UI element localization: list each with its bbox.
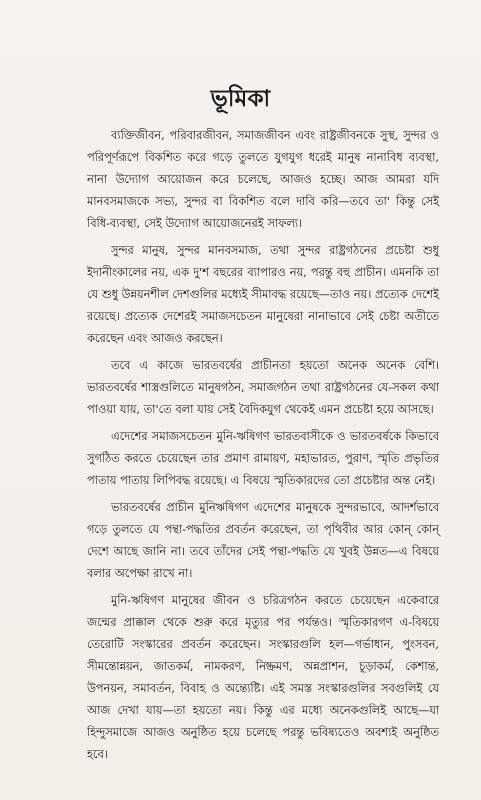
paragraph-6: মুনি-ঋষিগণ মানুষের জীবন ও চরিত্রগঠন করতে চেয়েছেন একেবারে জন্মের প্রাক্কাল থেকে শুরু করে মৃত্যুর পর পর্যন্তও। স্মৃতিকারগণ এ-বিষয়ে তেরোটি সংস্কারের প্রবর্তন করেছেন। সংস্কারগুলি হল—গর্ভাধান, পুংসবন, সীমন্তোন্নয়ন, জাতকর্ম, নামকরণ, নিষ্ক্রমণ, অন্নপ্রাশন, চূড়াকর্ম, কেশান্ত, উপনয়ন, সমাবর্তন, বিবাহ ও অন্ত্যেষ্টি। এই সমস্ত সংস্কারগুলির সবগুলিই যে আজ দেখা যায়—তা হয়তো নয়। কিন্তু এর মধ্যে অনেকগুলিই আছে—যা হিন্দুসমাজে আজও অনুষ্ঠিত হয়ে চলেছে পরন্তু ভবিষ্যতেও অবশ্যই অনুষ্ঠিত হবে। — [87, 594, 439, 761]
text-body — [87, 125, 439, 771]
page-title: ভূমিকা — [210, 85, 271, 112]
paragraph-1: ব্যক্তিজীবন, পরিবারজীবন, সমাজজীবন এবং রাষ্ট্রজীবনকে সুস্থ, সুন্দর ও পরিপূর্ণরূপে বিকশিত করে গড়ে তুলতে যুগযুগ ধরেই মানুষ নানাবিধ ব্যবস্থা, নানা উদ্যোগ আয়োজন করে চলেছে, আজও হচ্ছে। আজ আমরা যদি মানবসমাজকে সভ্য, সুন্দর বা বিকশিত বলে দাবি করি—তবে তা' কিন্তু সেই বিধি-ব্যবস্থা, সেই উদ্যোগ আয়োজনেরই সাফল্য। — [87, 129, 439, 230]
paragraph-5: ভারতবর্ষের প্রাচীন মুনিঋষিগণ এদেশের মানুষকে সুন্দরভাবে, আদর্শভাবে গড়ে তুলতে যে পন্থা-পদ্ধতির প্রবর্তন করেছেন, তা পৃথিবীর আর কোন্ কোন্ দেশে আছে জানি না। তবে তাঁদের সেই পন্থা-পদ্ধতি যে খুবই উন্নত—এ বিষয়ে বলার অপেক্ষা রাখে না। — [87, 501, 439, 580]
paragraph-4: এদেশের সমাজসচেতন মুনি-ঋষিগণ ভারতবাসীকে ও ভারতবর্ষকে কিভাবে সুগঠিত করতে চেয়েছেন তার প্রমাণ রামায়ণ, মহাভারত, পুরাণ, স্মৃতি প্রভৃতির পাতায় পাতায় লিপিবদ্ধ রয়েছে। এ বিষয়ে স্মৃতিকারদের তো প্রচেষ্টার অন্ত নেই। — [87, 430, 439, 487]
paragraph-2: সুন্দর মানুষ, সুন্দর মানবসমাজ, তথা সুন্দর রাষ্ট্রগঠনের প্রচেষ্টা শুধু ইদানীংকালের নয়, এক দু'শ বছরের ব্যাপারও নয়, পরন্তু বহু প্রাচীন। এমনকি তা যে শুধু উন্নয়নশীল দেশগুলির মধ্যেই সীমাবদ্ধ রয়েছে—তাও নয়। প্রত্যেক দেশেই রয়েছে। প্রত্যেক দেশেরই সমাজসচেতন মানুষেরা নানাভাবে সেই চেষ্টা অতীতে করেছেন এবং আজও করছেন। — [87, 244, 439, 345]
paragraph-3: তবে এ কাজে ভারতবর্ষের প্রাচীনতা হয়তো অনেক অনেক বেশি। ভারতবর্ষের শাস্ত্রগুলিতে মানুষগঠন, সমাজগঠন তথা রাষ্ট্রগঠনের যে-সকল কথা পাওয়া যায়, তা'তে বলা যায় সেই বৈদিকযুগ থেকেই এমন প্রচেষ্টা হয়ে আসছে। — [87, 359, 439, 416]
